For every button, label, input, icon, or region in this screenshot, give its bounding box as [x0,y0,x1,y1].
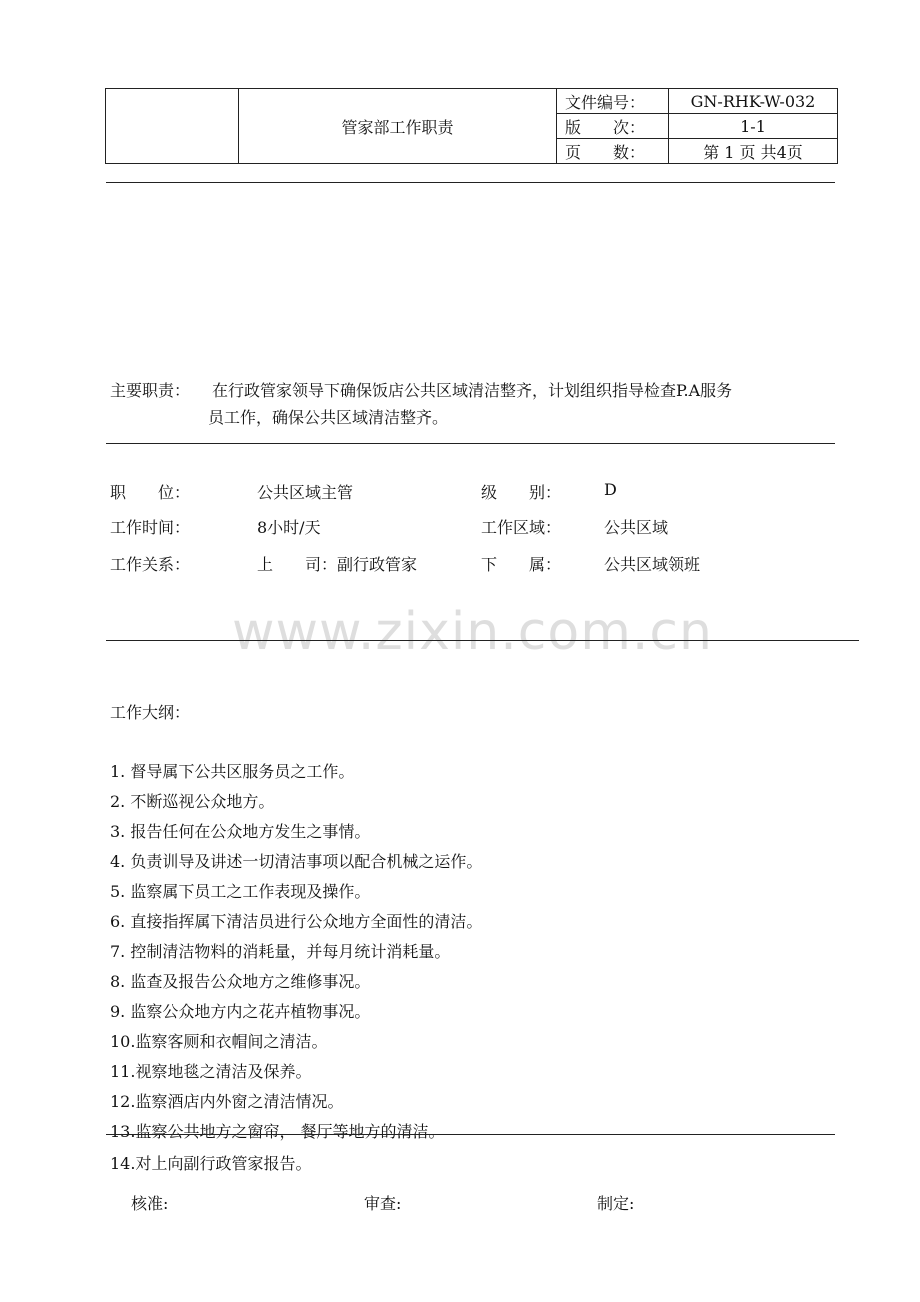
outline-item: 5. 监察属下员工之工作表现及操作。 [110,882,371,901]
approve-label: 核准: [131,1194,169,1213]
level-label: 级 别： [481,483,562,502]
doc-number-value: GN-RHK-W-032 [669,89,838,114]
outline-item: 2. 不断巡视公众地方。 [110,792,275,811]
watermark: www.zixin.com.cn [232,602,713,662]
version-value: 1-1 [669,114,838,139]
outline-item: 12.监察酒店内外窗之清洁情况。 [110,1092,344,1111]
hours-label: 工作时间： [110,518,191,537]
outline-item: 1. 督导属下公共区服务员之工作。 [110,762,355,781]
outline-item: 6. 直接指挥属下清洁员进行公众地方全面性的清洁。 [110,912,483,931]
version-label: 版 次： [557,114,669,139]
superior-value: 上 司：副行政管家 [257,555,418,574]
divider-top [106,182,835,183]
main-duty-line-1: 在行政管家领导下确保饭店公共区域清洁整齐，计划组织指导检查P.A服务 [212,381,733,400]
doc-number-label: 文件编号： [557,89,669,114]
outline-item: 8. 监查及报告公众地方之维修事况。 [110,972,371,991]
subordinate-value: 公共区域领班 [604,555,701,574]
logo-cell [106,89,239,164]
divider-info [106,640,859,641]
position-value: 公共区域主管 [257,483,354,502]
hours-value: 8小时/天 [257,518,321,537]
page-count-value: 第 1 页 共4页 [669,139,838,164]
outline-title: 工作大纲： [110,703,191,722]
divider-duty [106,443,835,444]
page-count-label: 页 数： [557,139,669,164]
area-label: 工作区域： [481,518,562,537]
relation-label: 工作关系： [110,555,191,574]
outline-item: 14.对上向副行政管家报告。 [110,1154,312,1173]
main-duty-label: 主要职责： [110,381,191,400]
document-header-table [105,88,838,164]
area-value: 公共区域 [604,518,669,537]
outline-item: 7. 控制清洁物料的消耗量，并每月统计消耗量。 [110,942,451,961]
document-title: 管家部工作职责 [239,89,557,164]
main-duty-line-2: 员工作，确保公共区域清洁整齐。 [208,408,449,427]
draft-label: 制定: [597,1194,635,1213]
level-value: D [604,480,617,499]
outline-item: 10.监察客厕和衣帽间之清洁。 [110,1032,328,1051]
outline-item: 3. 报告任何在公众地方发生之事情。 [110,822,371,841]
outline-item: 4. 负责训导及讲述一切清洁事项以配合机械之运作。 [110,852,483,871]
outline-item: 13.监察公共地方之窗帘， 餐厅等地方的清洁。 [110,1122,445,1141]
divider-bottom [106,1134,835,1135]
outline-item: 9. 监察公众地方内之花卉植物事况。 [110,1002,371,1021]
subordinate-label: 下 属： [481,555,562,574]
outline-item: 11.视察地毯之清洁及保养。 [110,1062,312,1081]
position-label: 职 位： [110,483,191,502]
review-label: 审查: [364,1194,402,1213]
